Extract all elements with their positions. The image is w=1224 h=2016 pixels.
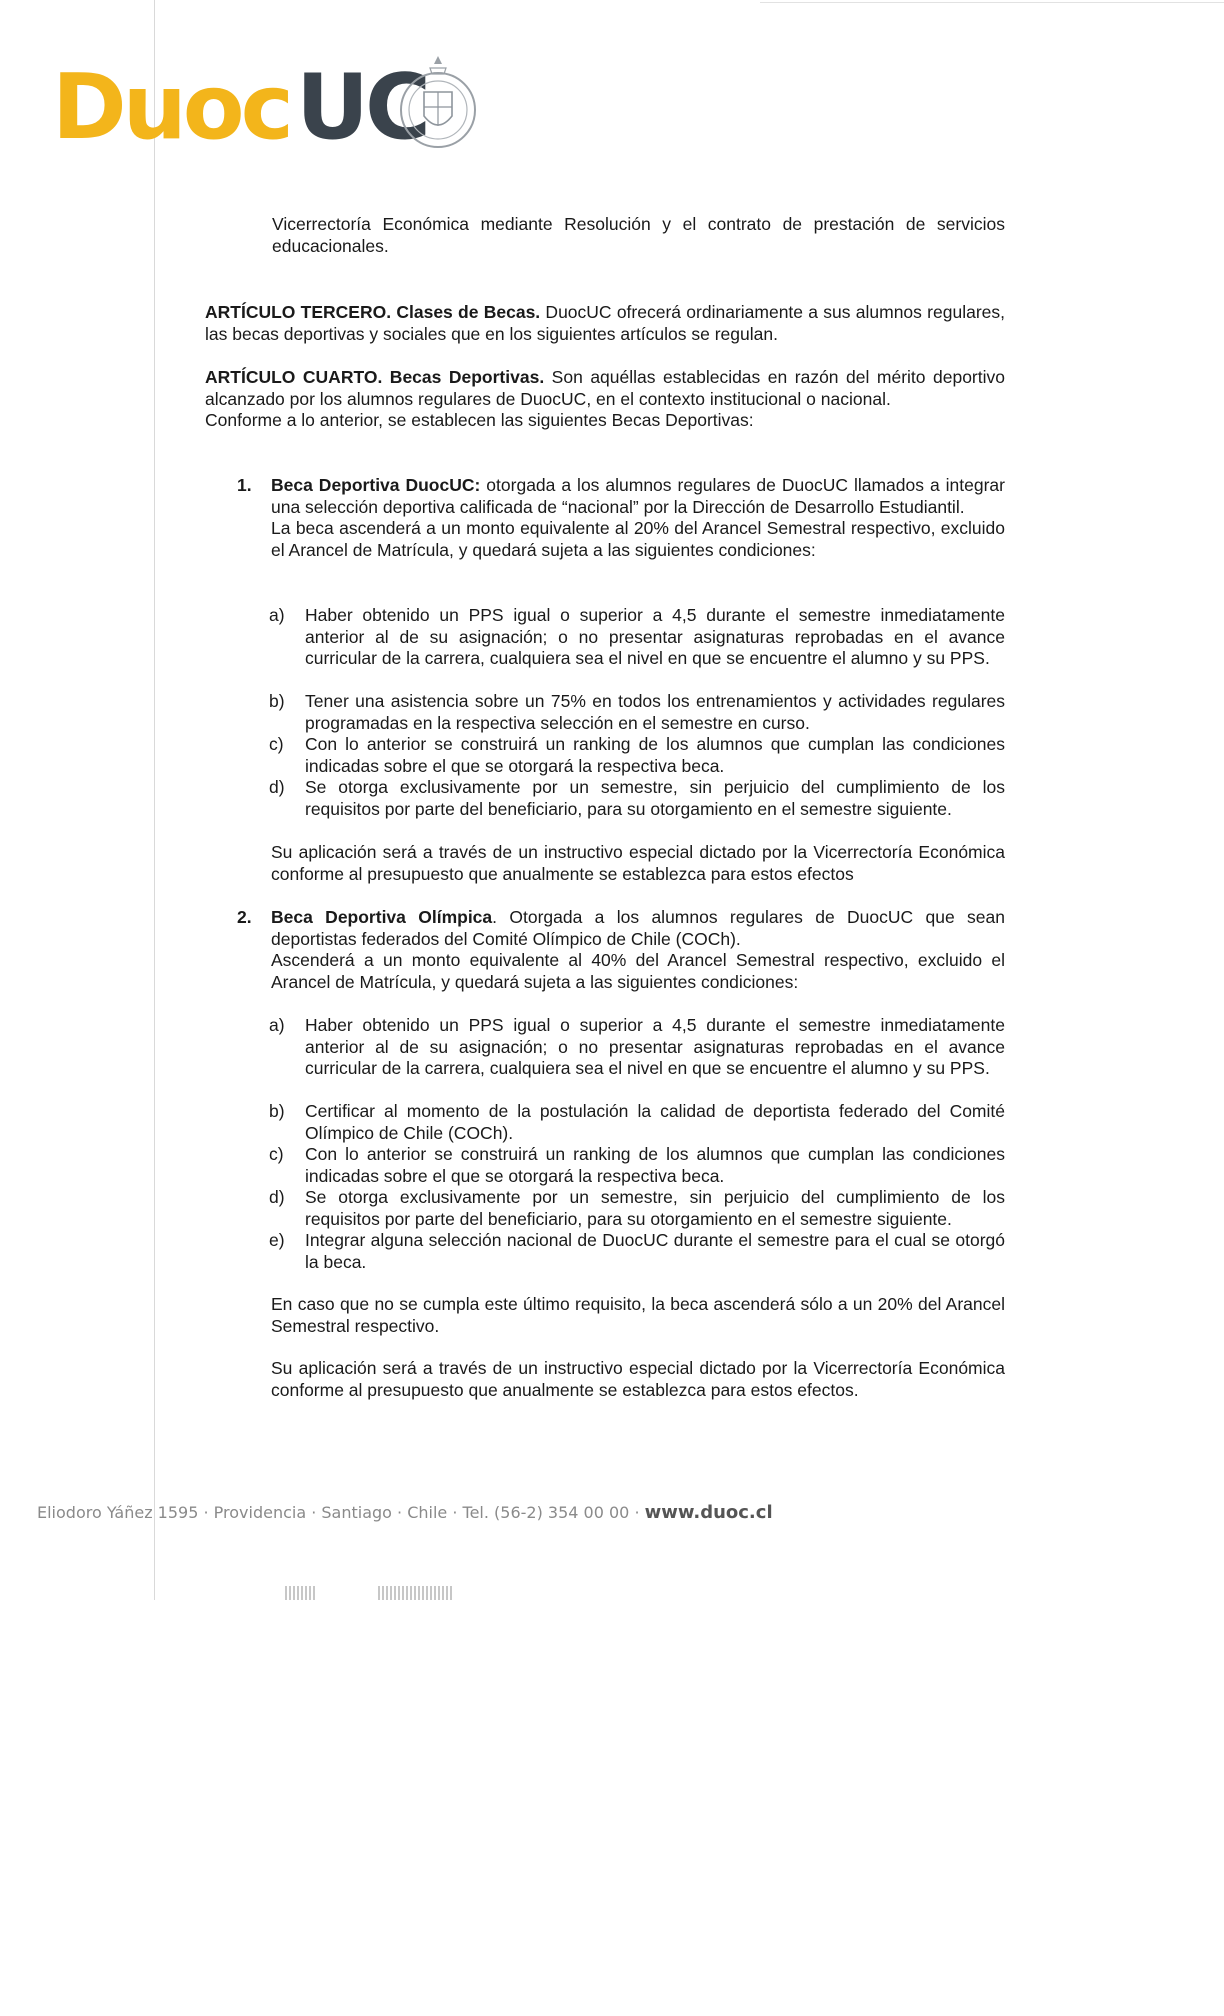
beca1-number: 1. (237, 475, 252, 495)
beca1-condition-c (269, 734, 1005, 777)
scan-edge-line (760, 2, 1224, 3)
footer-address: Eliodoro Yáñez 1595 · Providencia · Santiago · Chile · Tel. (56-2) 354 00 00 · (37, 1503, 645, 1522)
beca1-application-text: Su aplicación será a través de un instructivo especial dictado por la Vicerrectoría Económica conforme al presupuesto que anualmente se establezca para estos efectos (271, 842, 1005, 884)
beca1-title: Beca Deportiva DuocUC: (271, 475, 481, 495)
condition-marker: b) (269, 1101, 285, 1121)
condition-marker: a) (269, 1015, 285, 1035)
condition-marker: c) (269, 1144, 284, 1164)
article-cuarto (205, 367, 1005, 432)
beca2-condition-c (269, 1144, 1005, 1187)
condition-marker: d) (269, 777, 285, 797)
article-tercero-paragraph (205, 302, 1005, 345)
intro-paragraph (272, 214, 1005, 257)
beca1-condition-b (269, 691, 1005, 734)
beca-deportiva-duocuc (237, 475, 1005, 561)
beca2-condition-d (269, 1187, 1005, 1230)
beca1-condition-d (269, 777, 1005, 820)
condition-text: Se otorga exclusivamente por un semestre, sin perjuicio del cumplimiento de los requisitos por parte del beneficiario, para su otorgamiento en el semestre siguiente. (305, 1187, 1005, 1229)
university-seal-icon (398, 54, 478, 154)
article-cuarto-conforme: Conforme a lo anterior, se establecen las siguientes Becas Deportivas: (205, 410, 754, 430)
condition-text: Certificar al momento de la postulación la calidad de deportista federado del Comité Olímpico de Chile (COCh). (305, 1101, 1005, 1143)
beca2-exception (271, 1294, 1005, 1337)
beca1-condition-a (269, 605, 1005, 670)
beca1-description (271, 475, 1005, 518)
beca2-condition-b (269, 1101, 1005, 1144)
beca2-application-text: Su aplicación será a través de un instructivo especial dictado por la Vicerrectoría Económica conforme al presupuesto que anualmente se establezca para estos efectos. (271, 1358, 1005, 1400)
logo-uc-text: UC (295, 55, 428, 160)
condition-text: Integrar alguna selección nacional de DuocUC durante el semestre para el cual se otorgó la beca. (305, 1230, 1005, 1272)
article-cuarto-paragraph (205, 367, 1005, 410)
condition-text: Tener una asistencia sobre un 75% en todos los entrenamientos y actividades regulares programadas en la respectiva selección en el semestre en curso. (305, 691, 1005, 733)
beca1-text: otorgada a los alumnos regulares de DuocUC llamados a integrar una selección deportiva calificada de “nacional” por la Dirección de Desarrollo Estudiantil. (271, 475, 1005, 517)
article-tercero-text: DuocUC ofrecerá ordinariamente a sus alumnos regulares, las becas deportivas y sociales que en los siguientes artículos se regulan. (205, 302, 1005, 344)
article-tercero-heading: ARTÍCULO TERCERO. Clases de Becas. (205, 302, 541, 322)
condition-text: Haber obtenido un PPS igual o superior a 4,5 durante el semestre inmediatamente anterior al de su asignación; o no presentar asignaturas reprobadas en el avance curricular de la carrera, cualquiera sea el nivel en que se encuentre el alumno y su PPS. (305, 605, 1005, 668)
beca2-exception-text: En caso que no se cumpla este último requisito, la beca ascenderá sólo a un 20% del Arancel Semestral respectivo. (271, 1294, 1005, 1336)
condition-text: Se otorga exclusivamente por un semestre, sin perjuicio del cumplimiento de los requisitos por parte del beneficiario, para su otorgamiento en el semestre siguiente. (305, 777, 1005, 819)
intro-text: Vicerrectoría Económica mediante Resolución y el contrato de prestación de servicios educacionales. (272, 214, 1005, 256)
beca2-application (271, 1358, 1005, 1401)
condition-text: Con lo anterior se construirá un ranking de los alumnos que cumplan las condiciones indicadas sobre el que se otorgará la respectiva beca. (305, 734, 1005, 776)
condition-marker: b) (269, 691, 285, 711)
condition-marker: c) (269, 734, 284, 754)
scan-artifact (378, 1586, 454, 1600)
article-cuarto-heading: ARTÍCULO CUARTO. Becas Deportivas. (205, 367, 545, 387)
beca2-condition-e (269, 1230, 1005, 1273)
beca2-text: . Otorgada a los alumnos regulares de DuocUC que sean deportistas federados del Comité Olímpico de Chile (COCh). (271, 907, 1005, 949)
duocuc-logo (52, 55, 428, 160)
beca2-number: 2. (237, 907, 252, 927)
beca2-description (271, 907, 1005, 950)
article-cuarto-text: Son aquéllas establecidas en razón del mérito deportivo alcanzado por los alumnos regulares de DuocUC, en el contexto institucional o nacional. (205, 367, 1005, 409)
condition-text: Haber obtenido un PPS igual o superior a 4,5 durante el semestre inmediatamente anterior al de su asignación; o no presentar asignaturas reprobadas en el avance curricular de la carrera, cualquiera sea el nivel en que se encuentre el alumno y su PPS. (305, 1015, 1005, 1078)
scan-artifact (285, 1586, 317, 1600)
beca-deportiva-olimpica (237, 907, 1005, 993)
condition-text: Con lo anterior se construirá un ranking de los alumnos que cumplan las condiciones indicadas sobre el que se otorgará la respectiva beca. (305, 1144, 1005, 1186)
beca2-condition-a (269, 1015, 1005, 1080)
condition-marker: d) (269, 1187, 285, 1207)
beca1-application (271, 842, 1005, 885)
scan-margin-line (154, 0, 155, 1600)
condition-marker: a) (269, 605, 285, 625)
logo-duoc-text: Duoc (52, 55, 290, 160)
condition-marker: e) (269, 1230, 285, 1250)
beca2-title: Beca Deportiva Olímpica (271, 907, 493, 927)
beca2-amount: Ascenderá a un monto equivalente al 40% del Arancel Semestral respectivo, excluido el Arancel de Matrícula, y quedará sujeta a las siguientes condiciones: (271, 950, 1005, 992)
footer-website-link[interactable]: www.duoc.cl (644, 1502, 773, 1523)
footer-contact (37, 1502, 773, 1523)
beca1-amount: La beca ascenderá a un monto equivalente al 20% del Arancel Semestral respectivo, excluido el Arancel de Matrícula, y quedará sujeta a las siguientes condiciones: (271, 518, 1005, 560)
article-tercero (205, 302, 1005, 345)
